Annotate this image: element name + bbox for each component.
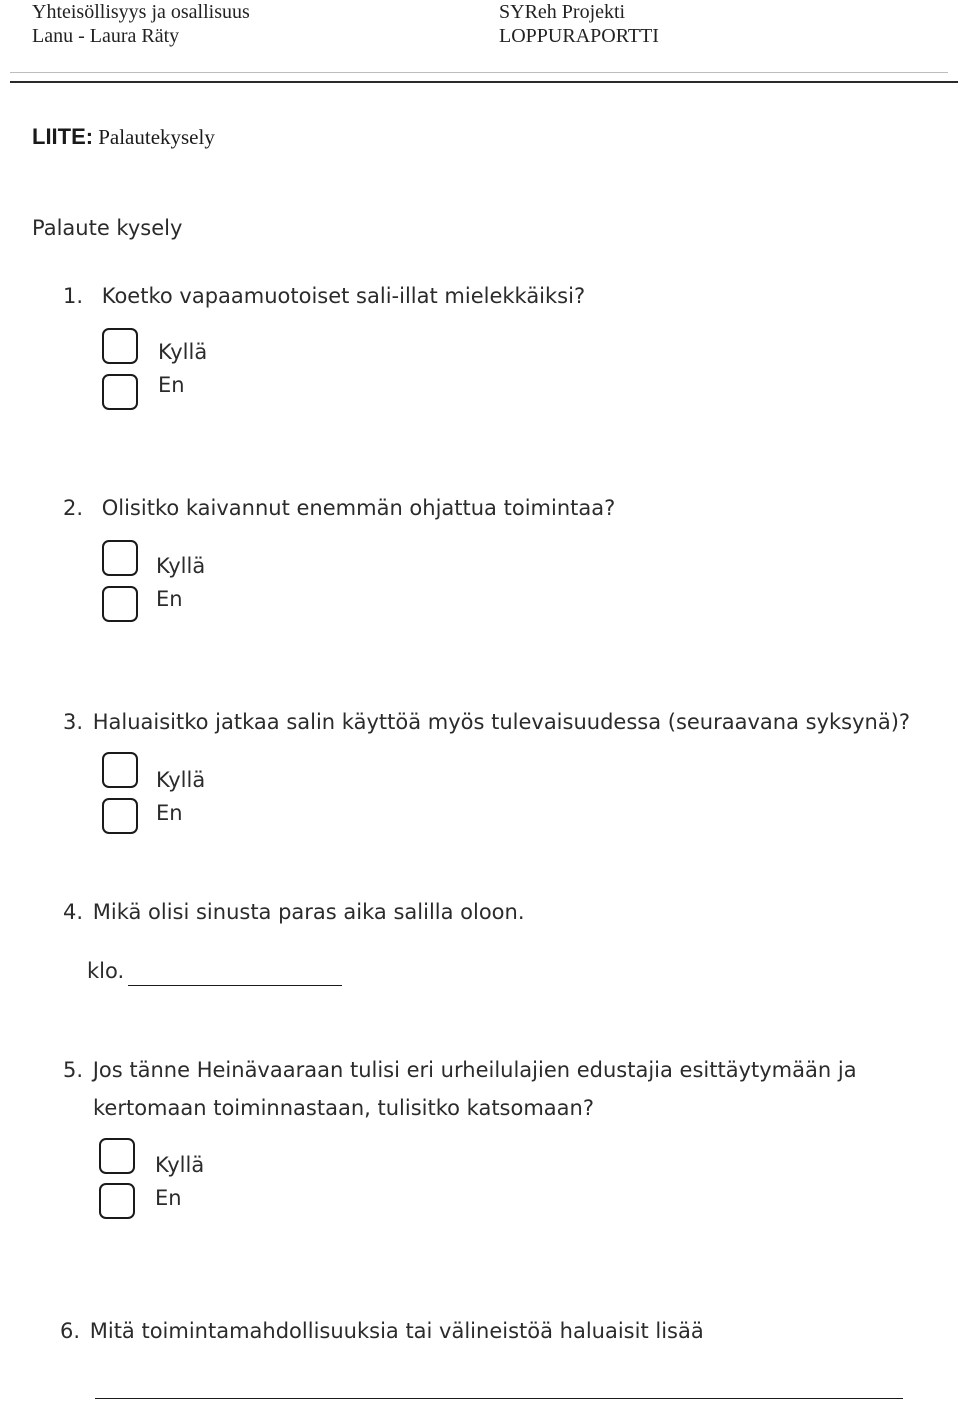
question-text: Mitä toimintamahdollisuuksia tai välineistöä haluaisit lisää xyxy=(89,1319,704,1343)
checkbox-q2-yes[interactable] xyxy=(102,540,138,576)
checkbox-q3-yes[interactable] xyxy=(102,752,138,788)
question-5 xyxy=(63,1056,857,1084)
question-1 xyxy=(63,282,585,310)
option-label-q1-no: En xyxy=(158,373,185,397)
checkbox-q3-no[interactable] xyxy=(102,798,138,834)
question-text: Jos tänne Heinävaaraan tulisi eri urheilulajien edustajia esittäytymään ja xyxy=(92,1058,857,1082)
question-number: 2. xyxy=(63,496,84,520)
option-label-q3-yes: Kyllä xyxy=(156,768,206,792)
option-label-q2-yes: Kyllä xyxy=(156,554,206,578)
question-text: Haluaisitko jatkaa salin käyttöä myös tulevaisuudessa (seuraavana syksynä)? xyxy=(92,710,911,734)
question-5-line2: kertomaan toiminnastaan, tulisitko katsomaan? xyxy=(93,1096,594,1120)
header-right-line2: LOPPURAPORTTI xyxy=(499,25,659,47)
question-number: 5. xyxy=(63,1058,84,1082)
option-label-q3-no: En xyxy=(156,801,183,825)
option-label-q5-no: En xyxy=(155,1186,182,1210)
question-number: 6. xyxy=(60,1319,81,1343)
question-text: Koetko vapaamuotoiset sali-illat mielekkäiksi? xyxy=(101,284,586,308)
option-label-q1-yes: Kyllä xyxy=(158,340,208,364)
appendix-label: LIITE: xyxy=(32,124,94,149)
checkbox-q2-no[interactable] xyxy=(102,586,138,622)
header-rule-thick xyxy=(10,81,958,83)
answer-prefix-time: klo. xyxy=(87,959,125,983)
question-text: Olisitko kaivannut enemmän ohjattua toimintaa? xyxy=(101,496,616,520)
header-left-line2: Lanu - Laura Räty xyxy=(32,25,180,47)
question-text: Mikä olisi sinusta paras aika salilla oloon. xyxy=(92,900,525,924)
checkbox-q1-no[interactable] xyxy=(102,374,138,410)
header-rule-thin xyxy=(10,72,948,73)
header-right-line1: SYReh Projekti xyxy=(499,1,626,23)
question-3 xyxy=(63,708,910,736)
option-label-q5-yes: Kyllä xyxy=(155,1153,205,1177)
question-number: 4. xyxy=(63,900,84,924)
question-6 xyxy=(60,1317,704,1345)
survey-heading: Palaute kysely xyxy=(32,216,183,240)
question-number: 3. xyxy=(63,710,84,734)
question-number: 1. xyxy=(63,284,84,308)
question-4 xyxy=(63,898,525,926)
question-2 xyxy=(63,494,615,522)
appendix-name: Palautekysely xyxy=(98,125,215,149)
appendix-title xyxy=(32,124,215,150)
header-left-line1: Yhteisöllisyys ja osallisuus xyxy=(32,1,250,23)
checkbox-q5-no[interactable] xyxy=(99,1183,135,1219)
option-label-q2-no: En xyxy=(156,587,183,611)
answer-line-time[interactable] xyxy=(128,985,342,986)
answer-line-equipment[interactable] xyxy=(95,1398,903,1399)
checkbox-q5-yes[interactable] xyxy=(99,1138,135,1174)
checkbox-q1-yes[interactable] xyxy=(102,328,138,364)
